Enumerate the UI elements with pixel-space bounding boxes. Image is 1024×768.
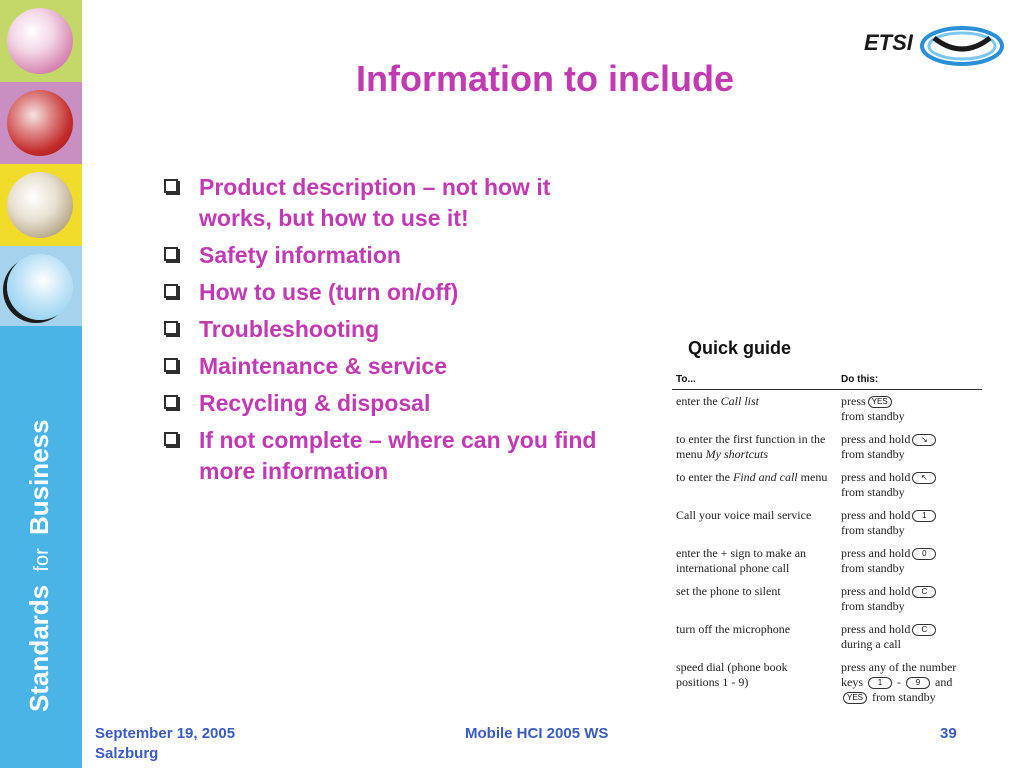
instruction-text: during a call [841,637,901,651]
decorative-image-tile [0,246,82,326]
table-cell-action [672,428,837,466]
instruction-text: press [841,394,866,408]
action-text: enter the + sign to make an international phone call [676,546,807,575]
action-menu-name: Find and call [732,470,798,484]
table-row [672,504,982,542]
decorative-image-tile [0,164,82,246]
table-cell-action [672,580,837,618]
table-row [672,656,982,709]
slide-title: Information to include [356,58,734,99]
phone-key-icon: YES [868,396,892,408]
instruction-text: and [935,675,953,689]
bullet-item [162,351,622,382]
bullet-item [162,425,622,487]
table-row [672,466,982,504]
checkbox-bullet-icon [164,358,178,372]
table-cell-instruction [837,580,982,618]
phone-key-icon: YES [843,692,867,704]
globe-icon [7,8,73,74]
phone-key-icon: C [912,586,936,598]
bullet-text: Troubleshooting [199,316,380,342]
checkbox-bullet-icon [164,432,178,446]
bullet-item [162,240,622,271]
instruction-text: from standby [841,599,905,613]
brand-word-business: Business [24,419,54,536]
action-menu-name: My shortcuts [705,447,768,461]
column-header-to: To... [672,372,837,390]
globe-icon [7,254,73,320]
action-text: turn off the microphone [676,622,791,636]
page-number: 39 [940,725,957,742]
column-header-do: Do this: [837,372,982,390]
footer-event: Mobile HCI 2005 WS [465,725,609,742]
instruction-text: from standby [872,690,936,704]
footer-place: Salzburg [95,745,159,762]
checkbox-bullet-icon [164,179,178,193]
instruction-text: from standby [841,561,905,575]
decorative-image-tile [0,82,82,164]
table-row [672,618,982,656]
bullet-text: How to use (turn on/off) [199,279,459,305]
checkbox-bullet-icon [164,247,178,261]
brand-word-for: for [31,548,53,572]
globe-icon [7,172,73,238]
instruction-text: from standby [841,447,905,461]
table-cell-action: speed dial (phone book positions 1 - 9) [676,660,788,689]
table-cell-action [672,542,837,580]
action-text: enter the [676,394,718,408]
table-row [672,580,982,618]
phone-key-icon: ↖ [912,472,936,484]
table-cell-instruction [837,618,982,656]
bullet-text: Recycling & disposal [199,390,431,416]
checkbox-bullet-icon [164,395,178,409]
phone-key-icon: 9 [906,677,930,689]
instruction-text: press any of the number keys [841,660,957,689]
table-header-row [672,372,982,390]
table-cell-instruction [837,466,982,504]
bullet-text: Maintenance & service [199,353,448,379]
action-text: to enter the [676,470,730,484]
brand-word-standards: Standards [24,584,54,712]
bullet-text: Safety information [199,242,401,268]
checkbox-bullet-icon [164,321,178,335]
decorative-image-tile [0,0,82,82]
footer-date: September 19, 2005 [95,725,236,742]
etsi-logo [862,20,1008,72]
table-cell-instruction [837,542,982,580]
phone-key-icon: 1 [912,510,936,522]
instruction-text: press and hold [841,584,911,598]
action-text: to enter the first function in the menu [676,432,826,461]
bullet-item [162,388,622,419]
svg-text:Standards for [24,419,54,712]
phone-key-icon: 0 [912,548,936,560]
range-dash: - [897,675,901,689]
bullet-item [162,314,622,345]
instruction-text: from standby [841,485,905,499]
quick-guide-title: Quick guide [688,338,792,358]
phone-key-icon: C [912,624,936,636]
logo-text: ETSI [864,30,913,55]
table-cell-instruction [837,504,982,542]
instruction-text: from standby [841,523,905,537]
checkbox-bullet-icon [164,284,178,298]
sidebar [0,0,82,768]
bullet-text: If not complete – where can you find more information [199,427,597,484]
action-text: set the phone to silent [676,584,781,598]
table-cell-instruction [837,390,982,429]
table-cell-instruction [837,428,982,466]
instruction-text: press and hold [841,470,911,484]
bullet-item [162,172,622,234]
action-text: Call your voice mail service [676,508,812,522]
table-cell-instruction [837,656,982,709]
action-text: menu [800,470,828,484]
bullet-text: Product description – not how it works, but how to use it! [199,174,551,231]
brand-tagline [0,360,82,720]
instruction-text: press and hold [841,508,911,522]
instruction-text: press and hold [841,432,911,446]
table-row [672,428,982,466]
table-cell-action [672,390,837,429]
action-menu-name: Call list [720,394,759,408]
phone-key-icon: 1 [868,677,892,689]
quick-guide-table [672,372,982,709]
instruction-text: from standby [841,409,905,423]
table-cell-action [672,466,837,504]
instruction-text: press and hold [841,622,911,636]
table-cell-action [672,504,837,542]
table-cell-action [672,618,837,656]
globe-icon [7,90,73,156]
phone-key-icon: ↘ [912,434,936,446]
table-row [672,390,982,429]
bullet-list [162,172,622,493]
bullet-item [162,277,622,308]
instruction-text: press and hold [841,546,911,560]
table-row [672,542,982,580]
